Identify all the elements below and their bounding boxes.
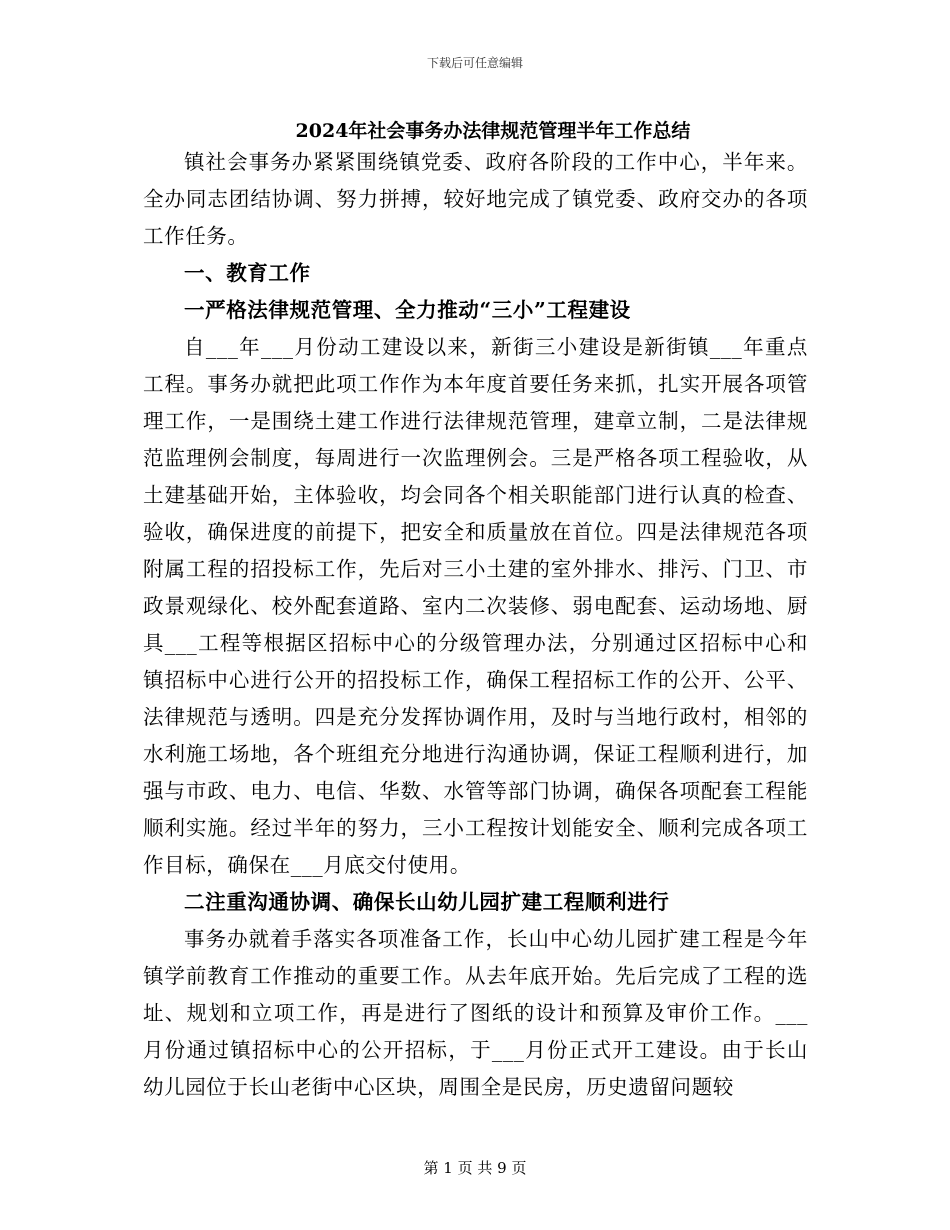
page-number-footer: 第 1 页 共 9 页 — [423, 1159, 527, 1177]
document-body — [143, 144, 808, 1106]
subsection-heading-1: 一严格法律规范管理、全力推动“三小”工程建设 — [184, 298, 631, 322]
subsection-heading-2: 二注重沟通协调、确保长山幼儿园扩建工程顺利进行 — [184, 890, 670, 914]
subsection-paragraph-2: 事务办就着手落实各项准备工作，长山中心幼儿园扩建工程是今年镇学前教育工作推动的重要工作。从去年底开始。先后完成了工程的选址、规划和立项工作，再是进行了图纸的设计和预算及审价工作。___月份通过镇招标中心的公开招标，于___月份正式开工建设。由于长山幼儿园位于长山老街中心区块，周围全是民房，历史遗留问题较 — [143, 927, 808, 1099]
subsection-paragraph-1: 自___年___月份动工建设以来，新街三小建设是新街镇___年重点工程。事务办就把此项工作作为本年度首要任务来抓，扎实开展各项管理工作，一是围绕土建工作进行法律规范管理，建章立制，二是法律规范监理例会制度，每周进行一次监理例会。三是严格各项工程验收，从土建基础开始，主体验收，均会同各个相关职能部门进行认真的检查、验收，确保进度的前提下，把安全和质量放在首位。四是法律规范各项附属工程的招投标工作，先后对三小土建的室外排水、排污、门卫、市政景观绿化、校外配套道路、室内二次装修、弱电配套、运动场地、厨具___工程等根据区招标中心的分级管理办法，分别通过区招标中心和镇招标中心进行公开的招投标工作，确保工程招标工作的公开、公平、法律规范与透明。四是充分发挥协调作用，及时与当地行政村，相邻的水利施工场地，各个班组充分地进行沟通协调，保证工程顺利进行，加强与市政、电力、电信、华数、水管等部门协调，确保各项配套工程能顺利实施。经过半年的努力，三小工程按计划能安全、顺利完成各项工作目标，确保在___月底交付使用。 — [143, 335, 808, 877]
document-title: 2024年社会事务办法律规范管理半年工作总结 — [295, 120, 691, 142]
header-note: 下载后可任意编辑 — [426, 56, 523, 70]
section-heading-education: 一、教育工作 — [184, 261, 311, 285]
intro-paragraph: 镇社会事务办紧紧围绕镇党委、政府各阶段的工作中心，半年来。全办同志团结协调、努力拼搏，较好地完成了镇党委、政府交办的各项工作任务。 — [143, 150, 808, 248]
